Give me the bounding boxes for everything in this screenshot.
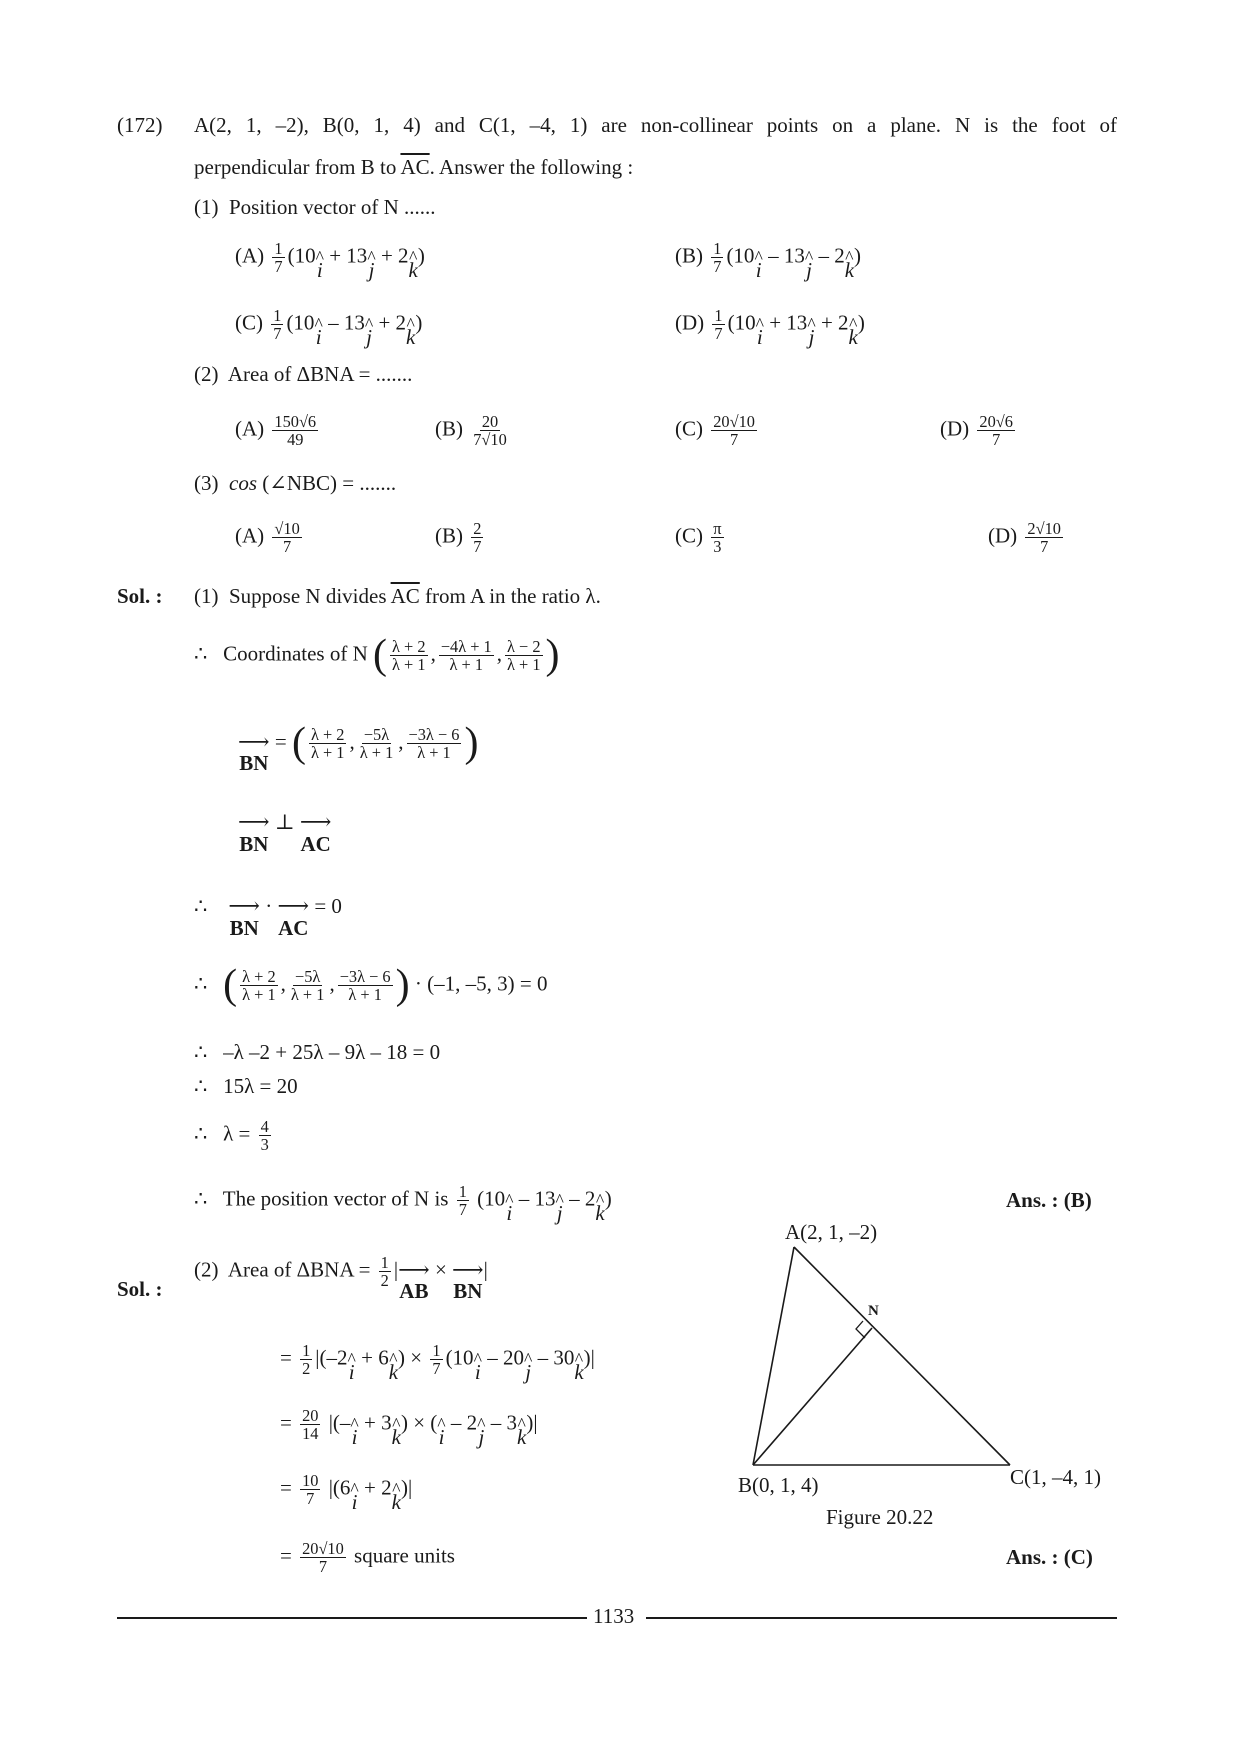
part1-option-a: (A) $\frac{1}{7}$ (10 ^ i + 13 ^ j + 2 ^ k ) <box>235 240 425 280</box>
figure-label-b: B(0, 1, 4) <box>738 1473 819 1497</box>
sol1-perp: ⟶ BN ⊥ ⟶ AC <box>238 810 331 855</box>
altitude-bn <box>753 1328 872 1465</box>
part2-option-a: (A) $\frac{150√6}{49}$ <box>235 412 317 450</box>
sol1-coordinates: ∴ Coordinates of N ( $\frac{\lambda + 2}{\lambda + 1}$ , $\frac{-4\lambda + 1}{\lambda + 1}$ , $\frac{\lambda - 2}{\lambda + 1}$ ) <box>194 631 560 678</box>
part1-option-b: (B) $\frac{1}{7}$ (10 ^ i – 13 ^ j – 2 ^ k ) <box>675 240 861 280</box>
footer-rule-left <box>117 1617 587 1619</box>
figure-label-n: N <box>868 1303 879 1319</box>
side-ab <box>753 1247 794 1465</box>
part2-label: (2) Area of ΔBNA = ....... <box>194 362 413 386</box>
right-angle-mark <box>856 1321 865 1338</box>
sol1-answer: Ans. : (B) <box>1006 1188 1092 1212</box>
footer-rule-right <box>646 1617 1117 1619</box>
part3-option-a: (A) $\frac{√10}{7}$ <box>235 519 300 557</box>
sol1-equation-2: ∴ 15λ = 20 <box>194 1074 298 1098</box>
part3-label: (3) cos (∠NBC) = ....... <box>194 471 397 495</box>
sol1-bn-vector: ⟶ BN = ( $\frac{\lambda + 2}{\lambda + 1}$ , $\frac{-5\lambda}{\lambda + 1}$ , $\frac{-3\lambda - 6}{\lambda + 1}$ ) <box>238 726 478 774</box>
part1-option-d: (D) $\frac{1}{7}$ (10 ^ i + 13 ^ j + 2 ^ k ) <box>675 307 865 347</box>
side-ac <box>794 1247 1010 1465</box>
sol1-lambda: ∴ λ = $\frac{4}{3}$ <box>194 1117 269 1155</box>
part3-option-d: (D) $\frac{2√10}{7}$ <box>988 519 1061 557</box>
part2-option-d: (D) $\frac{20√6}{7}$ <box>940 412 1013 450</box>
sol1-position-vector: ∴ The position vector of N is $\frac{1}{7}$ (10 ^ i – 13 ^ j – 2 ^ k ) <box>194 1183 612 1223</box>
part3-option-b: (B) $\frac{2}{7}$ <box>435 519 482 557</box>
part2-option-b: (B) $\frac{20}{7√10}$ <box>435 412 507 450</box>
figure-label-a: A(2, 1, –2) <box>785 1220 878 1244</box>
question-line-1: A(2, 1, –2), B(0, 1, 4) and C(1, –4, 1) are non-collinear points on a plane. N is the foot of <box>194 113 1117 137</box>
sol1-label: Sol. : <box>117 584 163 608</box>
part3-option-c: (C) $\frac{\pi}{3}$ <box>675 519 722 557</box>
sol2-step-1: = $\frac{1}{2}$ |(–2 ^ i + 6 ^ k ) × $\frac{1}{7}$ (10 ^ i – 20 ^ j – 30 ^ k )| <box>280 1342 595 1382</box>
part2-option-c: (C) $\frac{20√10}{7}$ <box>675 412 755 450</box>
sol2-step-2: = $\frac{20}{14}$ |(– ^ i + 3 ^ k ) × ( ^ i – 2 ^ j – 3 ^ k )| <box>280 1407 538 1447</box>
sol1-intro: (1) Suppose N divides $\overline{AC}$ from A in the ratio λ. <box>194 584 601 608</box>
part1-option-c: (C) $\frac{1}{7}$ (10 ^ i – 13 ^ j + 2 ^ k ) <box>235 307 422 347</box>
triangle-figure <box>730 1225 1030 1495</box>
sol2-label: Sol. : <box>117 1277 163 1301</box>
question-line-2: perpendicular from B to $\overline{AC}$. Answer the following : <box>194 155 634 179</box>
question-number: (172) <box>117 113 163 137</box>
sol2-step-4: = $\frac{20√10}{7}$ square units <box>280 1539 455 1577</box>
sol1-dot-zero: ∴ ⟶ BN · ⟶ AC = 0 <box>194 894 342 939</box>
sol2-answer: Ans. : (C) <box>1006 1545 1093 1569</box>
page-number: 1133 <box>593 1604 635 1628</box>
sol2-step-3: = $\frac{10}{7}$ |(6 ^ i + 2 ^ k )| <box>280 1472 412 1512</box>
figure-caption: Figure 20.22 <box>826 1505 934 1529</box>
sol1-equation-1: ∴ –λ –2 + 25λ – 9λ – 18 = 0 <box>194 1040 441 1064</box>
sol1-dot-expanded: ∴ ( $\frac{\lambda + 2}{\lambda + 1}$ , $\frac{-5\lambda}{\lambda + 1}$ , $\frac{-3\lambda - 6}{\lambda + 1}$ ) · (–1, –5, 3) = 0 <box>194 961 548 1008</box>
sol2-title: (2) Area of ΔBNA = $\frac{1}{2}$ | ⟶ AB × ⟶ BN | <box>194 1254 488 1302</box>
figure-label-c: C(1, –4, 1) <box>1010 1465 1101 1489</box>
part1-label: (1) Position vector of N ...... <box>194 195 436 219</box>
